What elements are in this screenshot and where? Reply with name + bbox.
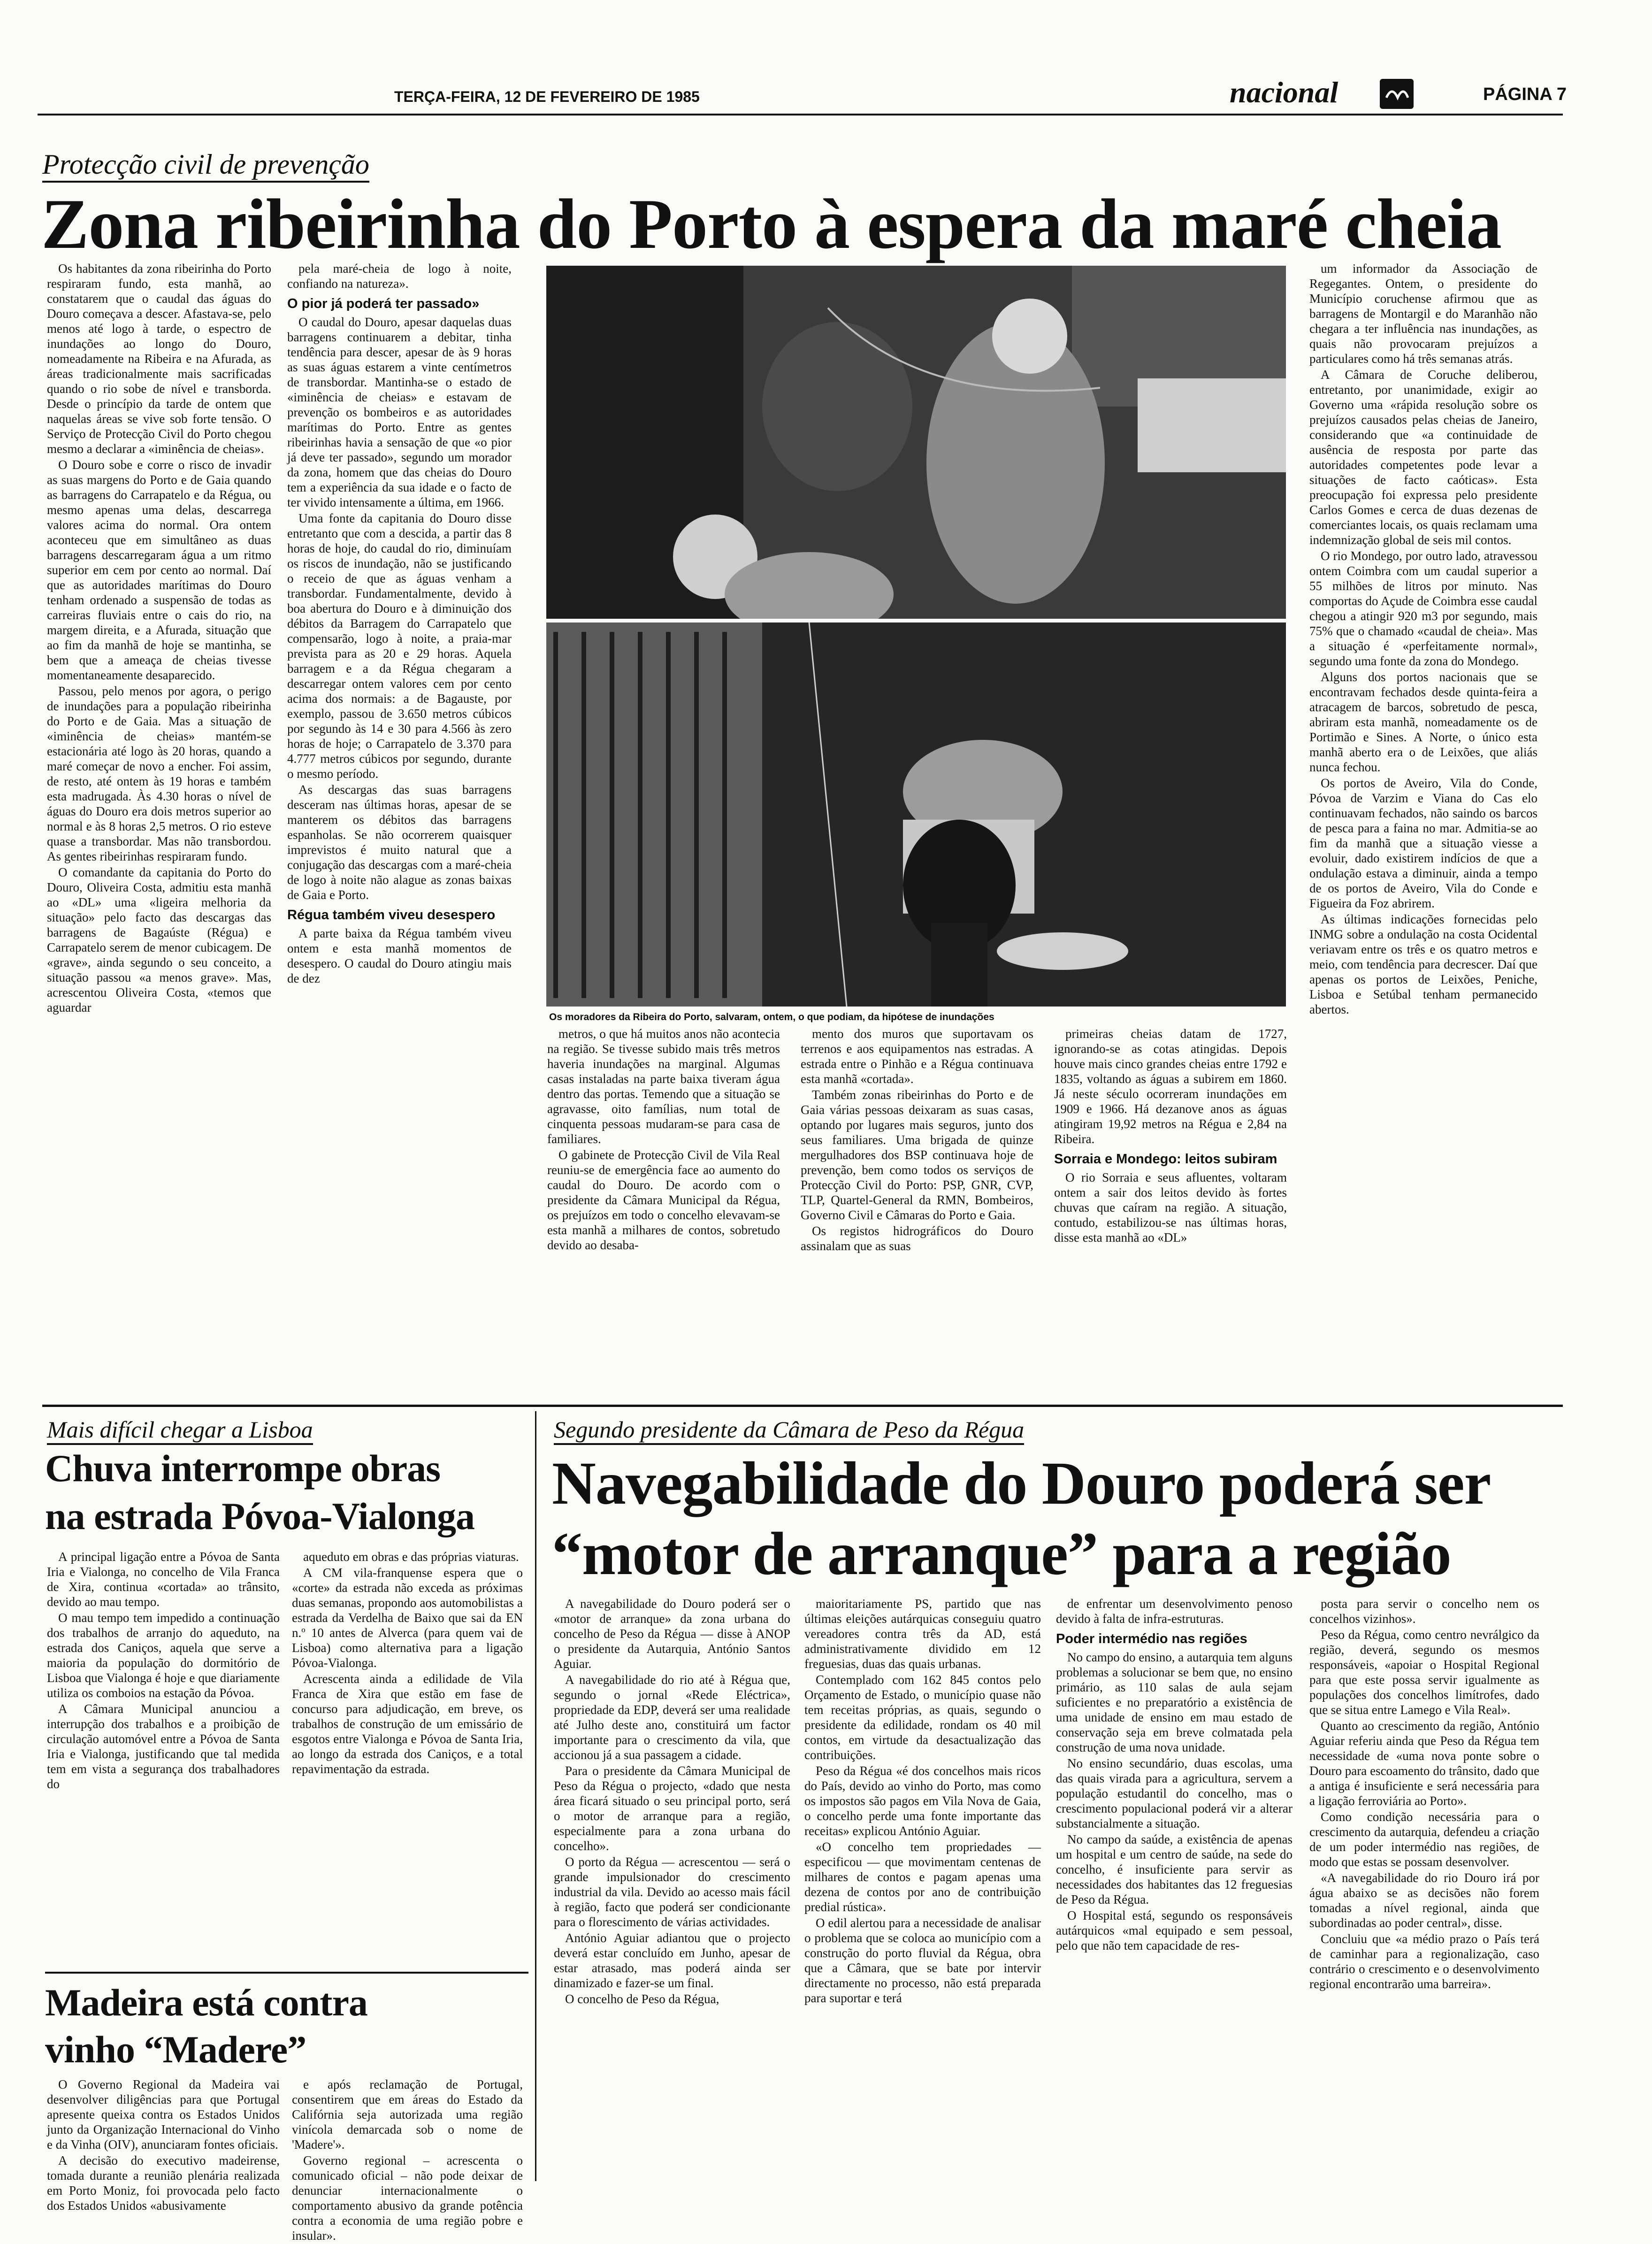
paragraph: A navegabilidade do Douro poderá ser o «motor de arranque» da zona urbana do concelho de Peso da Régua — disse à ANOP o presidente da Autarquia, António Santos Aguiar. — [554, 1597, 790, 1671]
paragraph: primeiras cheias datam de 1727, ignorando-se as cotas atingidas. Depois houve mais cinco grandes cheias entre 1792 e 1835, voltando as águas a subirem em 1860. Já neste século ocorreram inundações em 1909 e 1966. Há dezanove anos as águas atingiram 19,92 metros na Régua e 2,84 na Ribeira. — [1054, 1027, 1287, 1146]
paragraph: A CM vila-franquense espera que o «corte» da estrada não exceda as próximas duas semanas, propondo aos automobilistas a estrada da Verdelha de Baixo que sai da EN n.º 10 antes de Alverca (para quem vai de Lisboa) como alternativa para a ligação Póvoa-Vialonga. — [292, 1566, 523, 1670]
lead-column-4 — [801, 1026, 1033, 1254]
paragraph: A Câmara de Coruche deliberou, entretanto, por unanimidade, exigir ao Governo uma «rápida resolução sobre os prejuízos causados pelas cheias de Janeiro, considerando que «a continuidade de ausência de resposta por parte das autoridades competentes pode levar a situações de facto caóticas». Esta preocupação foi expressa pelo presidente Carlos Gomes e cerca de duas dezenas de comerciantes locais, os quais reclamam uma indemnização global de seis mil contos. — [1309, 368, 1537, 547]
paragraph: Contemplado com 162 845 contos pelo Orçamento de Estado, o município quase não tem receitas próprias, as quais, segundo o presidente da edilidade, rondam os 40 mil contos, em virtude da desactualização das contribuições. — [804, 1673, 1041, 1762]
paragraph: As descargas das suas barragens desceram nas últimas horas, apesar de se manterem os débitos das barragens espanholas. Se não ocorrerem quaisquer imprevistos é muito natural que a conjugação das descargas com a maré-cheia de logo à noite não alague as zonas baixas de Gaia e Porto. — [287, 783, 512, 902]
lisboa-column-2 — [292, 1549, 523, 1777]
paragraph: Acrescenta ainda a edilidade de Vila Franca de Xira que estão em fase de concurso para adjudicação, em breve, os trabalhos de construção de um emissário de esgotos entre Vialonga e Póvoa de Santa Iria, ao longo da estrada dos Caniços, e a total repavimentação da estrada. — [292, 1672, 523, 1776]
paragraph: O concelho de Peso da Régua, — [565, 1992, 719, 2006]
paragraph: O rio Sorraia e seus afluentes, voltaram ontem a sair dos leitos devido às fortes chuvas que caíram na região. A situação, contudo, estabilizou-se nas últimas horas, disse esta manhã ao «DL» — [1054, 1170, 1287, 1245]
douro-column-2 — [804, 1596, 1041, 2006]
lisboa-headline-line1: Chuva interrompe obras — [45, 1447, 441, 1490]
paragraph: Quanto ao crescimento da região, António Aguiar referiu ainda que Peso da Régua tem necessidade de «uma nova ponte sobre o Douro para escoamento do trânsito, dado que a antiga é insuficiente e será necessária para a ligação ferroviária ao Porto». — [1309, 1719, 1539, 1808]
paragraph: Alguns dos portos nacionais que se encontravam fechados desde quinta-feira a atracagem de barcos, sobretudo de pesca, abriram esta manhã, nomeadamente os de Portimão e Sines. A Norte, o único esta manhã aberto era o de Leixões, que aliás nunca fechou. — [1309, 670, 1537, 774]
paragraph: O porto da Régua — acrescentou — será o grande impulsionador do crescimento industrial da vila. Devido ao acesso mais fácil à região, facto que poderá ser condicionante para o florescimento de várias actividades. — [554, 1855, 790, 1929]
paragraph: A Câmara Municipal anunciou a interrupção dos trabalhos e a proibição de circulação automóvel entre a Póvoa de Santa Iria e Vialonga, justificando que tal medida tem em vista a segurança dos trabalhadores do — [47, 1702, 280, 1791]
subheading: O pior já poderá ter passado» — [287, 296, 480, 311]
paragraph: posta para servir o concelho nem os concelhos vizinhos». — [1309, 1597, 1539, 1626]
subheading: Régua também viveu desespero — [287, 907, 496, 922]
subheading: Poder intermédio nas regiões — [1056, 1631, 1247, 1646]
lead-kicker: Protecção civil de prevenção — [42, 148, 369, 183]
lead-column-6 — [1309, 261, 1537, 1018]
paragraph: Para o presidente da Câmara Municipal de Peso da Régua o projecto, «dado que nesta área ficará situado o seu principal porto, será o motor de arranque para a região, especialmente para a zona urbana do concelho». — [554, 1764, 790, 1853]
paragraph: No ensino secundário, duas escolas, uma das quais virada para a agricultura, servem a população estudantil do concelho, mas o crescimento populacional poderá vir a alterar substancialmente a situação. — [1056, 1756, 1293, 1830]
paragraph: O Hospital está, segundo os responsáveis autárquicos «mal equipado e sem pessoal, pelo que não tem capacidade de res- — [1056, 1908, 1293, 1952]
madeira-column-1 — [47, 2077, 280, 2214]
masthead-date: TERÇA-FEIRA, 12 DE FEVEREIRO DE 1985 — [394, 88, 700, 105]
paragraph: As últimas indicações fornecidas pelo INMG sobre a ondulação na costa Ocidental veriavam entre os três e os quatro metros e meio, com tendência para decrescer. Daí que apenas os portos de Leixões, Peniche, Lisboa e Setúbal tenham permanecido abertos. — [1309, 912, 1537, 1016]
douro-column-4 — [1309, 1596, 1539, 1992]
paragraph: «O concelho tem propriedades — especificou — que movimentam centenas de milhares de contos e pagam apenas uma dezena de contos por ano de contribuição predial rústica». — [804, 1840, 1041, 1914]
section-divider — [42, 1405, 1563, 1407]
photo-caption: Os moradores da Ribeira do Porto, salvaram, ontem, o que podiam, da hipótese de inundações — [549, 1012, 994, 1022]
lisboa-kicker: Mais difícil chegar a Lisboa — [47, 1416, 313, 1445]
paragraph: metros, o que há muitos anos não acontecia na região. Se tivesse subido mais três metros haveria inundações na marginal. Algumas casas instaladas na parte baixa tiveram água dentro das portas. Temendo que a situação se agravasse, oito famílias, num total de cinquenta pessoas mudaram-se para casa de familiares. — [547, 1027, 780, 1146]
paragraph: O mau tempo tem impedido a continuação dos trabalhos de arranjo do aqueduto, na estrada dos Caniços, aquela que serve a maioria da população do dormitório de Lisboa que Vialonga é hoje e que diariamente utiliza os comboios na estação da Póvoa. — [47, 1611, 280, 1700]
paragraph: Passou, pelo menos por agora, o perigo de inundações para a população ribeirinha do Porto e de Gaia. Mas a situação de «iminência de cheias» mantém-se estacionária até logo às 20 horas, quando a maré começar de novo a encher. Foi assim, de resto, até ontem às 19 horas e também esta madrugada. Às 4.30 horas o nível de águas do Douro era dois metros superior ao normal e às 8 horas 2,5 metros. O rio esteve quase a transbordar. Mas não transbordou. As gentes ribeirinhas respiraram fundo. — [47, 684, 271, 863]
lead-column-5 — [1054, 1026, 1287, 1246]
paragraph: A parte baixa da Régua também viveu ontem e esta manhã momentos de desespero. O caudal do Douro atingiu mais de dez — [287, 926, 512, 985]
flood-photo-top — [546, 266, 1286, 619]
section-logo-icon — [1380, 79, 1414, 109]
douro-column-3 — [1056, 1596, 1293, 1954]
masthead-rule — [38, 114, 1563, 115]
paragraph: Concluiu que «a médio prazo o País terá de caminhar para a regionalização, caso contrário o crescimento e o desenvolvimento regional encontrarão uma barreira». — [1309, 1932, 1539, 1991]
lead-column-3 — [547, 1026, 780, 1253]
paragraph: Governo regional – acrescenta o comunicado oficial – não pode deixar de denunciar internacionalmente o comportamento abusivo da grande potência contra a economia de uma região pobre e insular». — [292, 2153, 523, 2243]
paragraph: O caudal do Douro, apesar daquelas duas barragens continuarem a debitar, tinha tendência para descer, apesar de às 9 horas as suas águas estarem a vinte centímetros de transbordar. Mantinha-se o estado de «iminência de cheias» e estavam de prevenção os bombeiros e as autoridades marítimas do Porto. Entre as gentes ribeirinhas havia a sensação de que «o pior já deve ter passado», segundo um morador da zona, homem que das cheias do Douro tem a experiência da sua idade e o facto de ter vivido intensamente a última, em 1966. — [287, 315, 512, 509]
paragraph: aqueduto em obras e das próprias viaturas. — [303, 1550, 519, 1564]
paragraph: maioritariamente PS, partido que nas últimas eleições autárquicas conseguiu quatro vereadores contra três da AD, está administrativamente dividido em 12 freguesias, duas das quais urbanas. — [804, 1597, 1041, 1671]
paragraph: Como condição necessária para o crescimento da autarquia, defendeu a criação de um poder intermédio nas regiões, de modo que estas se possam desenvolver. — [1309, 1810, 1539, 1869]
lisboa-column-1 — [47, 1549, 280, 1792]
paragraph: O Douro sobe e corre o risco de invadir as suas margens do Porto e de Gaia quando as barragens do Carrapatelo e da Régua, ou mesmo apenas uma delas, descarrega valores acima do normal. Ora ontem aconteceu que em simultâneo as duas barragens descarregaram água a um ritmo superior em cem por cento ao normal. Daí que as autoridades marítimas do Douro tenham ordenado a suspensão de todas as carreiras fluviais entre o cais do rio, na margem direita, e a Afurada, situação que ao fim da manhã de hoje se mantinha, se bem que a ameaça de cheias tivesse momentaneamente desaparecido. — [47, 458, 271, 682]
paragraph: No campo do ensino, a autarquia tem alguns problemas a solucionar se bem que, no ensino primário, as 110 salas de aula sejam suficientes e no preparatório a existência de uma unidade de ensino em mau estado de conservação seja em breve colmatada pela construção de uma nova unidade. — [1056, 1650, 1293, 1754]
paragraph: «A navegabilidade do rio Douro irá por água abaixo se as decisões não forem tomadas a nível regional, ainda que subordinadas ao poder central», disse. — [1309, 1871, 1539, 1930]
paragraph: O comandante da capitania do Porto do Douro, Oliveira Costa, admitiu esta manhã ao «DL» uma «ligeira melhoria da situação» pelo facto das descargas das barragens de Bagaúste (Régua) e Carrapatelo serem de menor cubicagem. De «grave», ainda segundo o seu conceito, a situação passou «a menos grave». Mas, acrescentou Oliveira Costa, «temos que aguardar — [47, 865, 271, 1014]
paragraph: António Aguiar adiantou que o projecto deverá estar concluído em Junho, apesar de estar atrasado, mas poderá ainda ser dinamizado e fazer-se um final. — [554, 1931, 790, 1990]
paragraph: O gabinete de Protecção Civil de Vila Real reuniu-se de emergência face ao aumento do caudal do Douro. De acordo com o presidente da Câmara Municipal da Régua, os prejuízos em todo o concelho elevavam-se esta manhã a milhares de contos, sobretudo devido ao desaba- — [547, 1148, 780, 1252]
paragraph: um informador da Associação de Regegantes. Ontem, o presidente do Município coruchense afirmou que as barragens de Montargil e do Maranhão não chegara a ter influência nas inundações, as quais não provocaram prejuízos a particulares como há três semanas atrás. — [1309, 261, 1537, 366]
douro-headline-line2: “motor de arranque” para a região — [552, 1520, 1451, 1588]
column-divider — [535, 1411, 536, 2181]
subheading: Sorraia e Mondego: leitos subiram — [1054, 1152, 1277, 1167]
flood-photo-bottom — [546, 622, 1286, 1007]
madeira-headline-line2: vinho “Madere” — [45, 2028, 306, 2071]
paragraph: de enfrentar um desenvolvimento penoso devido à falta de infra-estruturas. — [1056, 1597, 1293, 1626]
story-divider — [45, 1972, 528, 1974]
paragraph: O rio Mondego, por outro lado, atravessou ontem Coimbra com um caudal superior a 55 milhões de litros por minuto. Nas comportas do Açude de Coimbra esse caudal chegou a atingir 920 m3 por segundo, mais 75% que o chamado «caudal de cheia». Mas a situação é «perfeitamente normal», segundo uma fonte da zona do Mondego. — [1309, 549, 1537, 668]
paragraph: Peso da Régua «é dos concelhos mais ricos do País, devido ao vinho do Porto, mas como os impostos são pagos em Vila Nova de Gaia, o concelho perde uma fonte importante das receitas» explicou António Aguiar. — [804, 1764, 1041, 1838]
lead-headline: Zona ribeirinha do Porto à espera da maré cheia — [41, 184, 1501, 263]
paragraph: e após reclamação de Portugal, consentirem que em áreas do Estado da Califórnia seja autorizada uma região vinícola demarcada sob o nome de 'Madere'». — [292, 2077, 523, 2152]
paragraph: O Governo Regional da Madeira vai desenvolver diligências para que Portugal apresente queixa contra os Estados Unidos junto da Organização Internacional do Vinho e da Vinha (OIV), anunciaram fontes oficiais. — [47, 2077, 280, 2152]
lead-column-1 — [47, 261, 271, 1016]
paragraph: Os portos de Aveiro, Vila do Conde, Póvoa de Varzim e Viana do Cas elo continuavam fechados, não saindo os barcos de pesca para a faina no mar. Admitia-se ao fim da manhã que a situação viesse a evoluir, dado existirem indícios de que a ondulação estava a diminuir, ainda a tempo de os portos de Aveiro, Vila do Conde e Figueira da Foz abrirem. — [1309, 776, 1537, 910]
paragraph: A decisão do executivo madeirense, tomada durante a reunião plenária realizada em Porto Moniz, foi provocada pelo facto dos Estados Unidos «abusivamente — [47, 2153, 280, 2213]
lisboa-headline-line2: na estrada Póvoa-Vialonga — [45, 1495, 474, 1537]
paragraph: Os registos hidrográficos do Douro assinalam que as suas — [801, 1224, 1033, 1253]
paragraph: Também zonas ribeirinhas do Porto e de Gaia várias pessoas deixaram as suas casas, optando por lugares mais seguros, junto dos seus familiares. Uma brigada de quinze mergulhadores dos BSP continuava hoje de prevenção, bem como todos os serviços de Protecção Civil do Porto: PSP, GNR, CVP, TLP, Quartel-General da RMN, Bombeiros, Governo Civil e Câmaras do Porto e Gaia. — [801, 1088, 1033, 1222]
paragraph: Peso da Régua, como centro nevrálgico da região, deverá, segundo os mesmos responsáveis, «apoiar o Hospital Regional para que este possa servir igualmente as populações dos concelhos limítrofes, dado que se situa entre Lamego e Vila Real». — [1309, 1628, 1539, 1717]
douro-kicker: Segundo presidente da Câmara de Peso da Régua — [554, 1416, 1024, 1445]
paragraph: pela maré-cheia de logo à noite, confiando na natureza». — [287, 261, 512, 291]
section-label: nacional — [1230, 76, 1338, 109]
paragraph: mento dos muros que suportavam os terrenos e aos equipamentos nas estradas. A estrada entre o Pinhão e a Régua continuava esta manhã «cortada». — [801, 1027, 1033, 1086]
paragraph: Uma fonte da capitania do Douro disse entretanto que com a descida, a partir das 8 horas de hoje, do caudal do rio, diminuíam os riscos de inundação, não se justificando o receio de que as águas venham a transbordar. Fundamentalmente, devido à boa abertura do Douro e à diminuição dos débitos da Barragem do Carrapatelo que compensarão, logo à noite, a praia-mar prevista para as 20 e 29 horas. Aquela barragem e a da Régua chegaram a descarregar ontem valores cem por cento acima dos normais: a de Bagauste, por exemplo, passou de 3.650 metros cúbicos por segundo às 14 e 30 para 4.566 às zero horas de hoje; o Carrapatelo de 3.370 para 4.777 metros cúbicos por segundo, durante o mesmo período. — [287, 511, 512, 781]
paragraph: A navegabilidade do rio até à Régua que, segundo o jornal «Rede Eléctrica», propriedade da EDP, deverá ser uma realidade até Julho deste ano, constituirá um factor importante para o crescimento da vila, que accionou já a sua passagem a cidade. — [554, 1673, 790, 1762]
paragraph: Os habitantes da zona ribeirinha do Porto respiraram fundo, esta manhã, ao constatarem que o caudal das águas do Douro começava a descer. Afastava-se, pelo menos até logo à tarde, o espectro de inundações ao longo do Douro, nomeadamente na Ribeira e na Afurada, as áreas tradicionalmente mais sacrificadas quando o rio sobe de nível e transborda. Desde o princípio da tarde de ontem que naquelas áreas se vive sob forte tensão. O Serviço de Protecção Civil do Porto chegou mesmo a declarar a «iminência de cheias». — [47, 261, 271, 456]
paragraph: A principal ligação entre a Póvoa de Santa Iria e Vialonga, no concelho de Vila Franca de Xira, continua «cortada» ao trânsito, devido ao mau tempo. — [47, 1550, 280, 1609]
douro-headline-line1: Navegabilidade do Douro poderá ser — [552, 1450, 1491, 1517]
lead-column-2 — [287, 261, 512, 987]
madeira-headline-line1: Madeira está contra — [45, 1981, 367, 2024]
paragraph: No campo da saúde, a existência de apenas um hospital e um centro de saúde, na sede do concelho, é insuficiente para servir as necessidades dos habitantes das 12 freguesias de Peso da Régua. — [1056, 1832, 1293, 1906]
paragraph: O edil alertou para a necessidade de analisar o problema que se coloca ao município com a construção do porto fluvial da Régua, obra que a Câmara, que se bate por intervir directamente no processo, não está preparada para suportar e terá — [804, 1916, 1041, 2005]
madeira-column-2 — [292, 2077, 523, 2244]
page-number: PÁGINA 7 — [1483, 85, 1567, 104]
douro-column-1 — [554, 1596, 790, 2007]
